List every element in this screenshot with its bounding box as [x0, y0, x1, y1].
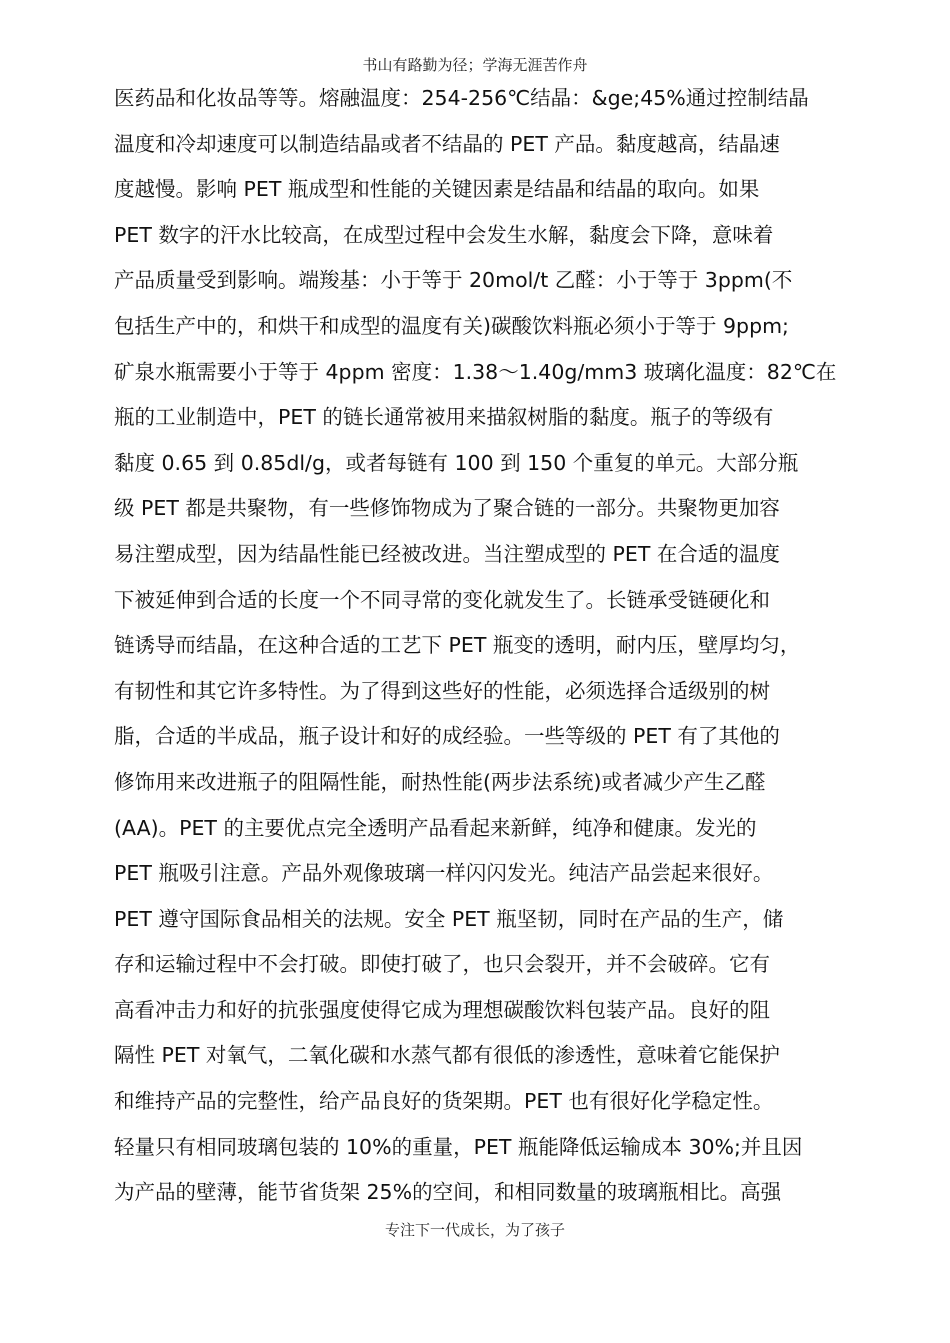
text-line: 修饰用来改进瓶子的阻隔性能，耐热性能(两步法系统)或者减少产生乙醛 — [114, 769, 766, 794]
text-line: 为产品的壁薄，能节省货架 25%的空间，和相同数量的玻璃瓶相比。高强 — [114, 1180, 782, 1205]
page-header: 书山有路勤为径；学海无涯苦作舟 — [362, 56, 588, 74]
text-line: 易注塑成型，因为结晶性能已经被改进。当注塑成型的 PET 在合适的温度 — [114, 541, 780, 566]
text-line: 存和运输过程中不会打破。即使打破了，也只会裂开，并不会破碎。它有 — [114, 952, 770, 977]
text-line: 黏度 0.65 到 0.85dl/g，或者每链有 100 到 150 个重复的单元。大部分瓶 — [114, 450, 799, 475]
text-line: (AA)。PET 的主要优点完全透明产品看起来新鲜，纯净和健康。发光的 — [114, 815, 757, 840]
text-line: 和维持产品的完整性，给产品良好的货架期。PET 也有很好化学稳定性。 — [114, 1089, 774, 1114]
text-line: 高看冲击力和好的抗张强度使得它成为理想碳酸饮料包装产品。良好的阻 — [114, 997, 770, 1022]
text-line: 矿泉水瓶需要小于等于 4ppm 密度：1.38～1.40g/mm3 玻璃化温度：82℃在 — [114, 359, 837, 384]
text-line: 轻量只有相同玻璃包装的 10%的重量，PET 瓶能降低运输成本 30%;并且因 — [114, 1134, 803, 1159]
text-line: 有韧性和其它许多特性。为了得到这些好的性能，必须选择合适级别的树 — [114, 678, 770, 703]
document-body — [114, 76, 844, 1216]
page-footer: 专注下一代成长，为了孩子 — [384, 1221, 565, 1239]
text-line: 级 PET 都是共聚物，有一些修饰物成为了聚合链的一部分。共聚物更加容 — [114, 496, 780, 521]
text-line: 链诱导而结晶，在这种合适的工艺下 PET 瓶变的透明，耐内压，壁厚均匀， — [114, 633, 801, 658]
text-line: 瓶的工业制造中，PET 的链长通常被用来描叙树脂的黏度。瓶子的等级有 — [114, 405, 774, 430]
text-line: 温度和冷却速度可以制造结晶或者不结晶的 PET 产品。黏度越高，结晶速 — [114, 131, 780, 156]
text-line: 隔性 PET 对氧气，二氧化碳和水蒸气都有很低的渗透性，意味着它能保护 — [114, 1043, 780, 1068]
text-line: PET 瓶吸引注意。产品外观像玻璃一样闪闪发光。纯洁产品尝起来很好。 — [114, 861, 774, 886]
text-line: 医药品和化妆品等等。熔融温度：254-256℃结晶：&ge;45%通过控制结晶 — [114, 86, 809, 110]
text-line: 脂，合适的半成品，瓶子设计和好的成经验。一些等级的 PET 有了其他的 — [114, 724, 780, 749]
text-line: 度越慢。影响 PET 瓶成型和性能的关键因素是结晶和结晶的取向。如果 — [114, 177, 760, 202]
text-line: 产品质量受到影响。端羧基：小于等于 20mol/t 乙醛：小于等于 3ppm(不 — [114, 268, 793, 293]
text-line: 包括生产中的，和烘干和成型的温度有关)碳酸饮料瓶必须小于等于 9ppm; — [114, 313, 789, 338]
text-line: 下被延伸到合适的长度一个不同寻常的变化就发生了。长链承受链硬化和 — [114, 587, 770, 612]
text-line: PET 遵守国际食品相关的法规。安全 PET 瓶坚韧，同时在产品的生产，储 — [114, 906, 784, 931]
text-line: PET 数字的汗水比较高，在成型过程中会发生水解，黏度会下降，意味着 — [114, 222, 774, 247]
